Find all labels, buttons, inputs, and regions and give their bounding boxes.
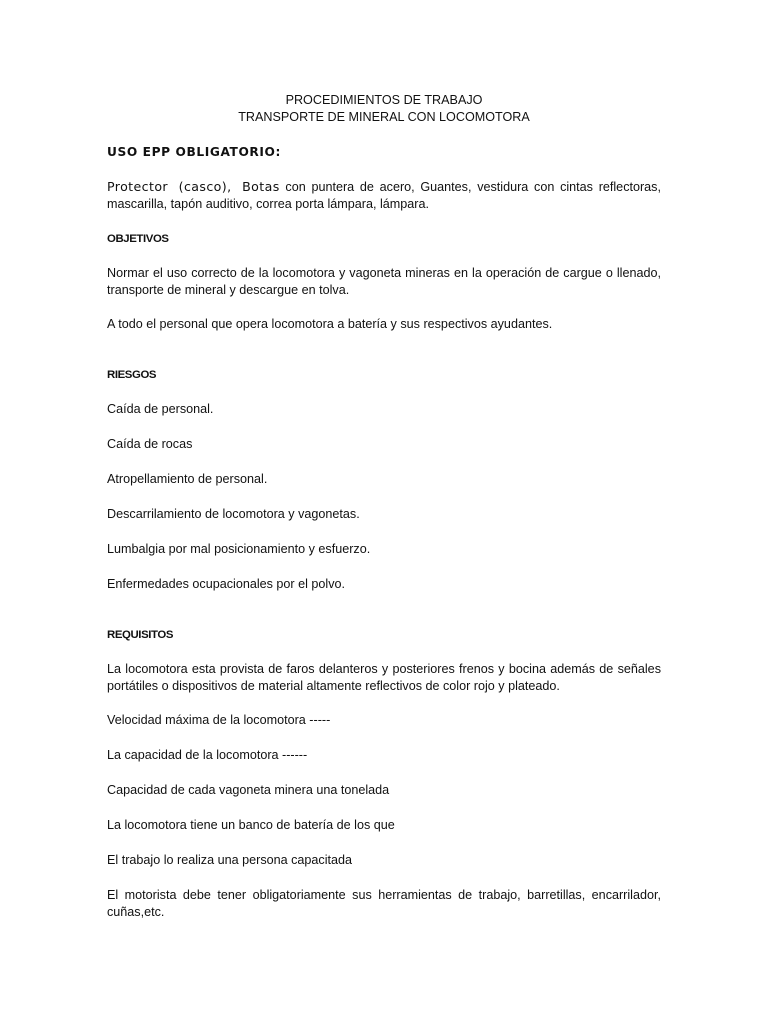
requisito-item: Capacidad de cada vagoneta minera una tonelada	[107, 783, 390, 797]
riesgo-item: Caída de personal.	[107, 402, 214, 416]
document-body	[107, 92, 661, 921]
requisito-item: El motorista debe tener obligatoriamente sus herramientas de trabajo, barretillas, encarrilador, cuñas,etc.	[107, 888, 661, 919]
title-line-1: PROCEDIMIENTOS DE TRABAJO	[285, 93, 483, 107]
riesgo-item: Descarrilamiento de locomotora y vagonetas.	[107, 507, 360, 521]
riesgo-item: Enfermedades ocupacionales por el polvo.	[107, 577, 346, 591]
epp-paragraph	[107, 178, 661, 213]
epp-text-lead: Protector (casco), Botas	[107, 179, 280, 194]
objetivos-paragraph-1: Normar el uso correcto de la locomotora y vagoneta mineras en la operación de cargue o llenado, transporte de mineral y descargue en tolva.	[107, 266, 661, 297]
requisito-item: La capacidad de la locomotora ------	[107, 748, 308, 762]
objetivos-heading: OBJETIVOS	[107, 233, 169, 245]
requisito-item: El trabajo lo realiza una persona capacitada	[107, 853, 353, 867]
title-line-2: TRANSPORTE DE MINERAL CON LOCOMOTORA	[238, 110, 530, 124]
riesgo-item: Lumbalgia por mal posicionamiento y esfuerzo.	[107, 542, 371, 556]
riesgo-item: Caída de rocas	[107, 437, 193, 451]
objetivos-paragraph-2: A todo el personal que opera locomotora a batería y sus respectivos ayudantes.	[107, 317, 553, 331]
requisitos-heading: REQUISITOS	[107, 629, 174, 641]
riesgo-item: Atropellamiento de personal.	[107, 472, 268, 486]
document-title	[107, 92, 661, 126]
requisito-item: La locomotora tiene un banco de batería de los que	[107, 818, 395, 832]
epp-heading: USO EPP OBLIGATORIO:	[107, 145, 281, 159]
epp-text-rest: con puntera de acero, Guantes, vestidura con cintas reflectoras, mascarilla, tapón auditivo, correa porta lámpara, lámpara.	[107, 180, 661, 211]
requisito-item: La locomotora esta provista de faros delanteros y posteriores frenos y bocina además de señales portátiles o dispositivos de material altamente reflectivos de color rojo y plateado.	[107, 662, 661, 693]
riesgos-heading: RIESGOS	[107, 369, 157, 381]
requisito-item: Velocidad máxima de la locomotora -----	[107, 713, 331, 727]
